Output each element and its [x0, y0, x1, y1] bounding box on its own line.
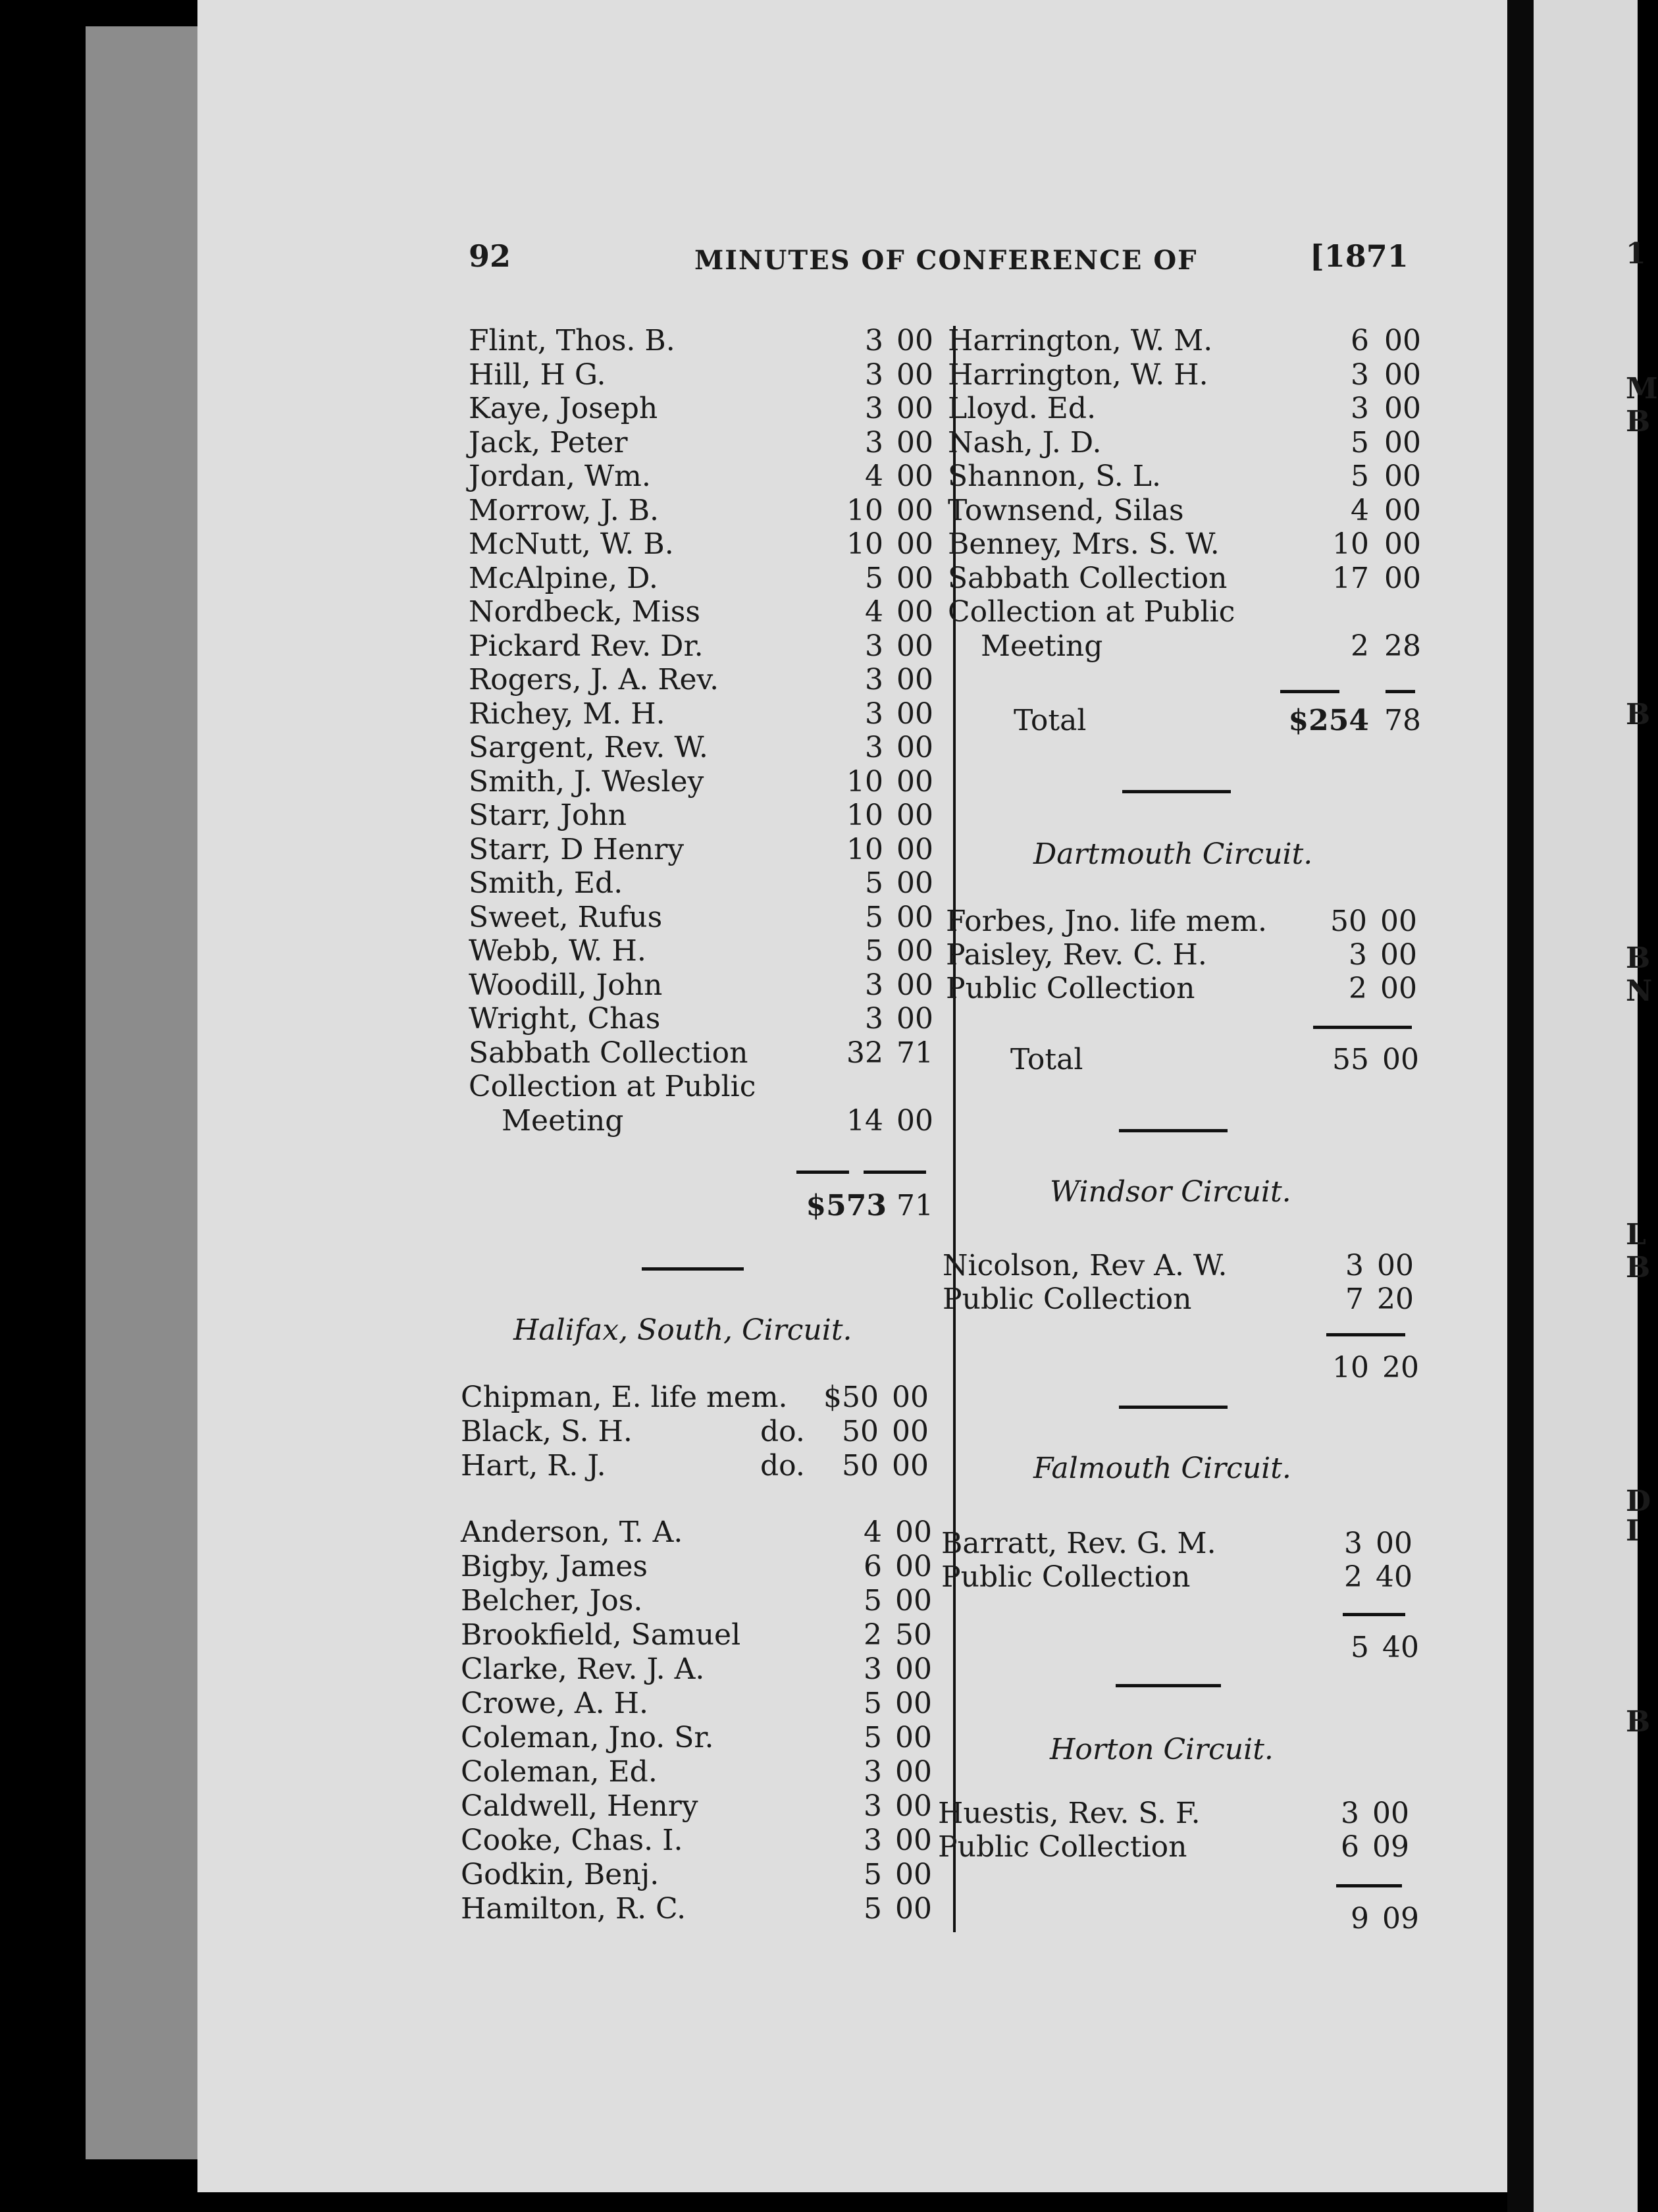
list-row	[469, 698, 956, 731]
windsor-total-row	[948, 1352, 1422, 1384]
section-heading-halifax-south: Halifax, South, Circuit.	[513, 1313, 852, 1347]
entry-cents: 00	[896, 968, 933, 1002]
entry-name: Jack, Peter	[469, 425, 628, 460]
total-cents: 71	[896, 1189, 933, 1223]
entry-name: Huestis, Rev. S. F.	[938, 1797, 1201, 1830]
list-row	[469, 799, 956, 832]
section-heading-horton: Horton Circuit.	[1050, 1733, 1274, 1766]
entry-dollars: 3	[865, 324, 883, 357]
list-row	[461, 1415, 951, 1448]
entry-dollars: 5	[864, 1584, 882, 1618]
list-row	[948, 596, 1443, 629]
sum-rule-cents	[864, 1171, 926, 1174]
list-row	[469, 901, 956, 934]
entry-cents: 00	[896, 561, 933, 595]
entry-cents: 00	[895, 1892, 932, 1926]
book-spine-shadow	[86, 26, 211, 2159]
entry-cents: 00	[1384, 527, 1421, 561]
list-row	[469, 427, 956, 460]
list-row	[461, 1516, 954, 1549]
entry-dollars: 3	[864, 1755, 882, 1789]
entry-dollars: 3	[865, 357, 883, 392]
entry-dollars: 5	[1351, 460, 1369, 493]
total-dollars: $254	[1288, 704, 1369, 737]
list-row	[461, 1687, 954, 1720]
entry-cents: 00	[895, 1858, 932, 1891]
entry-cents: 00	[892, 1449, 929, 1483]
list-row	[941, 1527, 1435, 1560]
entry-name: Belcher, Jos.	[461, 1584, 643, 1618]
edge-letter: B	[1626, 1251, 1651, 1284]
entry-name: Nicolson, Rev A. W.	[943, 1249, 1228, 1282]
entry-dollars: 3	[865, 968, 883, 1002]
entry-name: Sargent, Rev. W.	[469, 731, 708, 764]
entry-cents: 00	[896, 731, 933, 764]
entry-dollars: 2	[1351, 629, 1369, 663]
entry-cents: 00	[896, 697, 933, 731]
entry-name: Meeting	[502, 1103, 624, 1138]
entry-dollars: 3	[1344, 1527, 1362, 1560]
entry-cents: 00	[896, 595, 933, 629]
entry-dollars: 2	[864, 1618, 882, 1652]
entry-dollars: 5	[1351, 425, 1369, 460]
page-gutter	[1507, 0, 1534, 2212]
list-row	[461, 1619, 954, 1652]
entry-cents: 00	[896, 357, 933, 392]
total-dollars: 10	[1332, 1351, 1369, 1384]
entry-name: Public Collection	[946, 972, 1195, 1005]
sum-rule	[1343, 1613, 1405, 1616]
entry-dollars: 3	[1341, 1797, 1359, 1830]
entry-cents: 00	[1380, 905, 1417, 938]
entry-name: Hart, R. J.	[461, 1449, 606, 1483]
list-row	[461, 1858, 954, 1891]
entry-dollars: 4	[865, 460, 883, 493]
entry-cents: 40	[1376, 1560, 1412, 1594]
list-row	[461, 1653, 954, 1686]
total-dollars: 9	[1351, 1902, 1369, 1936]
entry-name: Forbes, Jno. life mem.	[946, 905, 1267, 938]
list-row	[948, 528, 1443, 561]
falmouth-total-row	[948, 1631, 1422, 1664]
entry-cents: 00	[1372, 1797, 1409, 1830]
list-row	[469, 630, 956, 663]
entry-dollars: 3	[865, 629, 883, 663]
entry-cents: 00	[896, 663, 933, 697]
entry-name: Hamilton, R. C.	[461, 1892, 687, 1926]
list-row	[469, 325, 956, 357]
list-row	[469, 1037, 956, 1070]
list-row	[946, 972, 1439, 1005]
list-row	[461, 1585, 954, 1618]
list-row	[461, 1550, 954, 1583]
entry-cents: 00	[895, 1789, 932, 1823]
entry-name: Nordbeck, Miss	[469, 595, 700, 629]
list-row	[948, 325, 1443, 357]
entry-cents: 00	[1384, 392, 1421, 425]
entry-cents: 00	[895, 1652, 932, 1686]
entry-cents: 00	[1384, 357, 1421, 392]
list-row	[948, 630, 1443, 663]
horton-total-row	[948, 1903, 1422, 1936]
total-dollars: 5	[1351, 1631, 1369, 1664]
entry-name: Coleman, Ed.	[461, 1755, 658, 1789]
list-row	[469, 833, 956, 866]
entry-cents: 00	[1384, 425, 1421, 460]
list-row	[943, 1250, 1436, 1282]
entry-dollars: 5	[865, 866, 883, 900]
entry-name: McAlpine, D.	[469, 561, 658, 595]
list-row	[461, 1824, 954, 1857]
entry-cents: 00	[896, 799, 933, 832]
list-row	[469, 359, 956, 392]
entry-name: Sabbath Collection	[948, 561, 1228, 595]
entry-cents: 00	[896, 324, 933, 357]
entry-cents: 00	[896, 832, 933, 866]
entry-note: do.	[760, 1415, 805, 1448]
entry-dollars: 5	[865, 561, 883, 595]
list-row	[469, 596, 956, 629]
entry-cents: 00	[896, 425, 933, 460]
entry-dollars: 5	[864, 1687, 882, 1720]
edge-letter: B	[1626, 405, 1651, 438]
entry-dollars: 3	[864, 1652, 882, 1686]
list-row	[469, 494, 956, 527]
entry-cents: 00	[895, 1550, 932, 1583]
entry-dollars: 32	[846, 1036, 883, 1070]
entry-name: Public Collection	[941, 1560, 1191, 1594]
section-divider-rule	[642, 1267, 744, 1271]
entry-cents: 00	[1380, 972, 1417, 1005]
entry-dollars: 50	[842, 1449, 879, 1483]
entry-name: Harrington, W. M.	[948, 324, 1213, 357]
entry-dollars: 3	[865, 663, 883, 697]
entry-cents: 00	[1376, 1527, 1412, 1560]
entry-name: Smith, J. Wesley	[469, 764, 704, 799]
list-row	[469, 392, 956, 425]
edge-letter: 1	[1626, 237, 1646, 271]
entry-cents: 00	[1384, 460, 1421, 493]
running-title: MINUTES OF CONFERENCE OF	[694, 245, 1198, 276]
list-row	[469, 1070, 956, 1103]
entry-dollars: $50	[823, 1381, 879, 1414]
list-row	[469, 562, 956, 595]
entry-name: Chipman, E. life mem.	[461, 1381, 788, 1414]
entry-cents: 00	[892, 1381, 929, 1414]
entry-dollars: 5	[865, 934, 883, 968]
entry-dollars: 3	[865, 731, 883, 764]
list-row	[946, 905, 1439, 938]
entry-dollars: 3	[864, 1789, 882, 1823]
section-heading-dartmouth: Dartmouth Circuit.	[1033, 837, 1313, 871]
list-row	[948, 427, 1443, 460]
entry-dollars: 5	[864, 1892, 882, 1926]
entry-name: Harrington, W. H.	[948, 357, 1208, 392]
entry-name: Barratt, Rev. G. M.	[941, 1527, 1216, 1560]
entry-cents: 00	[892, 1415, 929, 1448]
entry-dollars: 4	[864, 1515, 882, 1549]
list-row	[461, 1790, 954, 1823]
entry-dollars: 3	[865, 425, 883, 460]
edge-letter: B	[1626, 698, 1651, 731]
sum-rule-cents-right	[1386, 690, 1415, 693]
sum-rule	[1336, 1884, 1402, 1887]
entry-name: Woodill, John	[469, 968, 663, 1002]
list-row	[941, 1561, 1435, 1594]
entry-dollars: 3	[864, 1824, 882, 1857]
edge-letter: M	[1626, 372, 1658, 406]
list-row	[469, 1003, 956, 1036]
entry-dollars: 4	[1351, 493, 1369, 527]
entry-name: Clarke, Rev. J. A.	[461, 1652, 705, 1686]
list-row	[469, 1105, 956, 1138]
entry-name: Starr, John	[469, 799, 627, 832]
entry-name: Collection at Public	[948, 595, 1235, 629]
entry-name: Townsend, Silas	[948, 493, 1184, 527]
list-row	[469, 731, 956, 764]
entry-cents: 00	[895, 1687, 932, 1720]
entry-name: Benney, Mrs. S. W.	[948, 527, 1220, 561]
left-total-row	[469, 1189, 933, 1223]
entry-cents: 00	[896, 866, 933, 900]
entry-dollars: 14	[846, 1103, 883, 1138]
list-row	[948, 392, 1443, 425]
entry-name: Coleman, Jno. Sr.	[461, 1721, 714, 1754]
section-divider-rule	[1119, 1406, 1228, 1409]
entry-name: Meeting	[981, 629, 1103, 663]
entry-dollars: 50	[1330, 905, 1367, 938]
list-row	[461, 1381, 951, 1414]
entry-cents: 00	[896, 392, 933, 425]
list-row	[469, 664, 956, 697]
entry-cents: 00	[1384, 324, 1421, 357]
entry-dollars: 5	[864, 1858, 882, 1891]
entry-dollars: 7	[1345, 1282, 1364, 1316]
entry-dollars: 5	[864, 1721, 882, 1754]
entry-dollars: 10	[1332, 527, 1369, 561]
entry-dollars: 10	[846, 493, 883, 527]
entry-dollars: 6	[1341, 1830, 1359, 1864]
entry-name: Nash, J. D.	[948, 425, 1102, 460]
edge-letter: D	[1626, 1485, 1651, 1518]
list-row	[938, 1831, 1432, 1864]
entry-name: Paisley, Rev. C. H.	[946, 938, 1207, 972]
entry-cents: 00	[896, 1103, 933, 1138]
entry-dollars: 3	[1351, 392, 1369, 425]
entry-dollars: 10	[846, 832, 883, 866]
section-divider-rule	[1119, 1129, 1228, 1132]
list-row	[461, 1756, 954, 1789]
entry-cents: 50	[895, 1618, 932, 1652]
list-row	[948, 494, 1443, 527]
entry-name: Rogers, J. A. Rev.	[469, 663, 719, 697]
entry-name: Bigby, James	[461, 1550, 648, 1583]
entry-cents: 00	[896, 900, 933, 934]
entry-name: Godkin, Benj.	[461, 1858, 660, 1891]
entry-cents: 00	[896, 493, 933, 527]
entry-dollars: 3	[865, 392, 883, 425]
section-divider-rule	[1122, 790, 1231, 793]
entry-dollars: 6	[1351, 324, 1369, 357]
entry-cents: 00	[896, 527, 933, 561]
page-number: 92	[469, 238, 511, 274]
entry-dollars: 17	[1332, 561, 1369, 595]
entry-dollars: 3	[865, 1002, 883, 1036]
entry-dollars: 4	[865, 595, 883, 629]
entry-cents: 00	[1384, 561, 1421, 595]
running-year: [1871	[1310, 238, 1409, 274]
entry-cents: 00	[895, 1721, 932, 1754]
list-row	[461, 1893, 954, 1926]
entry-cents: 00	[895, 1755, 932, 1789]
entry-cents: 71	[896, 1036, 933, 1070]
entry-cents: 00	[895, 1584, 932, 1618]
total-cents: 00	[1382, 1043, 1419, 1076]
entry-name: Morrow, J. B.	[469, 493, 660, 527]
list-row	[943, 1283, 1436, 1316]
list-row	[461, 1450, 951, 1483]
entry-dollars: 6	[864, 1550, 882, 1583]
entry-cents: 00	[896, 460, 933, 493]
list-row	[948, 460, 1443, 493]
entry-name: Pickard Rev. Dr.	[469, 629, 704, 663]
entry-name: Smith, Ed.	[469, 866, 623, 900]
entry-name: Wright, Chas	[469, 1002, 661, 1036]
entry-name: Collection at Public	[469, 1070, 756, 1103]
entry-name: Shannon, S. L.	[948, 460, 1161, 493]
entry-cents: 20	[1377, 1282, 1414, 1316]
entry-dollars: 50	[842, 1415, 879, 1448]
entry-cents: 00	[896, 934, 933, 968]
entry-dollars: 3	[1349, 938, 1367, 972]
entry-name: Public Collection	[938, 1830, 1187, 1864]
entry-name: Caldwell, Henry	[461, 1789, 698, 1823]
edge-letter: B	[1626, 941, 1651, 975]
edge-letter: I	[1626, 1514, 1640, 1548]
total-label: Total	[1010, 1043, 1083, 1076]
list-row	[469, 867, 956, 900]
entry-dollars: 3	[1345, 1249, 1364, 1282]
list-row	[946, 939, 1439, 972]
entry-cents: 00	[1380, 938, 1417, 972]
total-label: Total	[1014, 704, 1087, 737]
total-cents: 78	[1384, 704, 1421, 737]
entry-name: Flint, Thos. B.	[469, 324, 675, 357]
entry-cents: 09	[1372, 1830, 1409, 1864]
entry-name: Starr, D Henry	[469, 832, 685, 866]
entry-name: Lloyd. Ed.	[948, 392, 1097, 425]
entry-dollars: 3	[1351, 357, 1369, 392]
dartmouth-total-row	[948, 1043, 1422, 1076]
list-row	[948, 359, 1443, 392]
total-dollars: $573	[806, 1189, 887, 1223]
total-cents: 09	[1382, 1902, 1419, 1936]
entry-name: Jordan, Wm.	[469, 460, 651, 493]
entry-dollars: 2	[1349, 972, 1367, 1005]
entry-name: Brookfield, Samuel	[461, 1618, 741, 1652]
section-divider-rule	[1116, 1684, 1221, 1687]
edge-letter: N	[1626, 974, 1653, 1008]
list-row	[948, 562, 1443, 595]
sum-rule	[1313, 1026, 1412, 1029]
sum-rule-dollars	[796, 1171, 849, 1174]
section-heading-windsor: Windsor Circuit.	[1050, 1175, 1291, 1209]
entry-name: Cooke, Chas. I.	[461, 1824, 683, 1857]
entry-name: Anderson, T. A.	[461, 1515, 683, 1549]
edge-letter: L	[1626, 1218, 1646, 1251]
entry-cents: 00	[1377, 1249, 1414, 1282]
entry-name: Kaye, Joseph	[469, 392, 658, 425]
list-row	[469, 969, 956, 1002]
entry-name: Hill, H G.	[469, 357, 606, 392]
entry-name: McNutt, W. B.	[469, 527, 674, 561]
entry-name: Richey, M. H.	[469, 697, 665, 731]
total-cents: 40	[1382, 1631, 1419, 1664]
right-total-row	[948, 704, 1422, 737]
entry-name: Crowe, A. H.	[461, 1687, 648, 1720]
total-dollars: 55	[1332, 1043, 1369, 1076]
entry-dollars: 10	[846, 764, 883, 799]
entry-cents: 00	[895, 1515, 932, 1549]
entry-dollars: 2	[1344, 1560, 1362, 1594]
entry-name: Webb, W. H.	[469, 934, 646, 968]
entry-dollars: 10	[846, 527, 883, 561]
entry-cents: 28	[1384, 629, 1421, 663]
entry-cents: 00	[1384, 493, 1421, 527]
list-row	[469, 460, 956, 493]
edge-letter: B	[1626, 1705, 1651, 1739]
list-row	[469, 528, 956, 561]
list-row	[469, 935, 956, 968]
entry-dollars: 3	[865, 697, 883, 731]
entry-dollars: 10	[846, 799, 883, 832]
entry-name: Black, S. H.	[461, 1415, 633, 1448]
entry-dollars: 5	[865, 900, 883, 934]
entry-cents: 00	[895, 1824, 932, 1857]
entry-cents: 00	[896, 629, 933, 663]
entry-name: Sweet, Rufus	[469, 900, 663, 934]
list-row	[461, 1722, 954, 1754]
list-row	[938, 1797, 1432, 1830]
section-heading-falmouth: Falmouth Circuit.	[1033, 1452, 1291, 1485]
sum-rule-dollars-right	[1280, 690, 1339, 693]
total-cents: 20	[1382, 1351, 1419, 1384]
entry-cents: 00	[896, 1002, 933, 1036]
entry-note: do.	[760, 1449, 805, 1483]
entry-name: Public Collection	[943, 1282, 1192, 1316]
entry-cents: 00	[896, 764, 933, 799]
adjacent-page-edge	[1534, 0, 1638, 2212]
list-row	[469, 766, 956, 799]
entry-name: Sabbath Collection	[469, 1036, 748, 1070]
sum-rule	[1326, 1333, 1405, 1336]
